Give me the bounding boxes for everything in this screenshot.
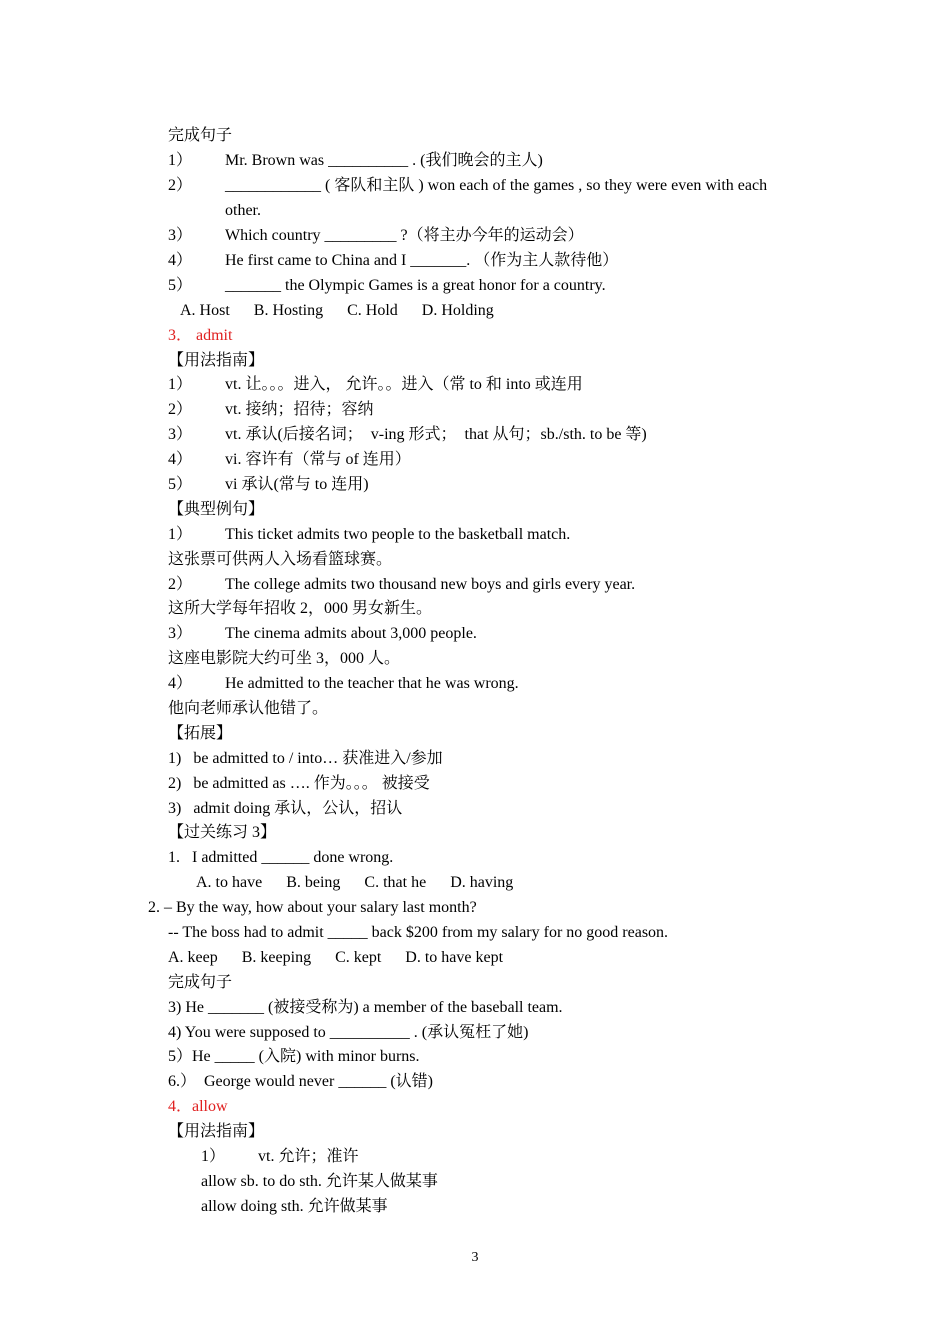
complete-sentence-4: 4) You were supposed to __________ . (承认冤枉了她) bbox=[168, 1024, 529, 1041]
usage-number: 4） bbox=[168, 451, 193, 468]
usage-heading: 【用法指南】 bbox=[168, 352, 265, 369]
usage-pattern: allow sb. to do sth. 允许某人做某事 bbox=[201, 1173, 438, 1190]
practice-question-1: 1. I admitted ______ done wrong. bbox=[168, 849, 394, 866]
practice-question-2-reply: -- The boss had to admit _____ back $200 from my salary for no good reason. bbox=[168, 924, 669, 941]
practice-options-1: A. to have B. being C. that he D. having bbox=[196, 874, 514, 891]
extend-item: 1) be admitted to / into… 获准进入/参加 bbox=[168, 750, 443, 767]
example-translation: 这所大学每年招收 2，000 男女新生。 bbox=[168, 600, 433, 617]
complete-sentences-heading: 完成句子 bbox=[168, 127, 233, 144]
example-number: 3） bbox=[168, 625, 193, 642]
complete-sentence-5: 5）He _____ (入院) with minor burns. bbox=[168, 1048, 420, 1065]
example-number: 1） bbox=[168, 526, 193, 543]
usage-heading: 【用法指南】 bbox=[168, 1123, 265, 1140]
item-number: 1） bbox=[168, 152, 193, 169]
item-number: 2） bbox=[168, 177, 193, 194]
extend-heading: 【拓展】 bbox=[168, 725, 233, 742]
usage-text: vi 承认(常与 to 连用) bbox=[225, 476, 369, 493]
extend-item: 2) be admitted as …. 作为。。。 被接受 bbox=[168, 775, 430, 792]
usage-number: 2） bbox=[168, 401, 193, 418]
usage-text: vt. 允许；准许 bbox=[258, 1148, 359, 1165]
page-number: 3 bbox=[471, 1250, 479, 1265]
example-sentence: This ticket admits two people to the basketball match. bbox=[225, 526, 571, 543]
usage-text: vt. 让。。。进入， 允许。。进入（常 to 和 into 或连用 bbox=[225, 376, 583, 393]
complete-sentence-3: 3) He _______ (被接受称为) a member of the baseball team. bbox=[168, 999, 563, 1016]
example-translation: 这座电影院大约可坐 3，000 人。 bbox=[168, 650, 401, 667]
complete-sentence-6: 6.） George would never ______ (认错) bbox=[168, 1073, 433, 1090]
usage-number: 1） bbox=[201, 1148, 226, 1165]
example-translation: 这张票可供两人入场看篮球赛。 bbox=[168, 551, 393, 568]
usage-number: 3） bbox=[168, 426, 193, 443]
usage-text: vt. 接纳；招待；容纳 bbox=[225, 401, 374, 418]
practice-options-2: A. keep B. keeping C. kept D. to have kept bbox=[168, 949, 504, 966]
section-title: 4．allow bbox=[168, 1098, 228, 1115]
usage-text: vt. 承认(后接名词； v-ing 形式； that 从句；sb./sth. to be 等) bbox=[225, 426, 647, 443]
item-text: He first came to China and I _______. （作为主人款待他） bbox=[225, 252, 619, 269]
usage-pattern: allow doing sth. 允许做某事 bbox=[201, 1198, 388, 1215]
item-text: Mr. Brown was __________ . (我们晚会的主人) bbox=[225, 152, 543, 169]
extend-item: 3) admit doing 承认，公认，招认 bbox=[168, 800, 403, 817]
item-text: ____________ ( 客队和主队 ) won each of the games , so they were even with each bbox=[225, 177, 768, 194]
example-heading: 【典型例句】 bbox=[168, 501, 265, 518]
example-sentence: He admitted to the teacher that he was wrong. bbox=[225, 675, 519, 692]
answer-options: A. Host B. Hosting C. Hold D. Holding bbox=[180, 302, 494, 319]
section-title: 3． admit bbox=[168, 327, 233, 344]
example-sentence: The cinema admits about 3,000 people. bbox=[225, 625, 477, 642]
item-number: 4） bbox=[168, 252, 193, 269]
example-number: 2） bbox=[168, 576, 193, 593]
example-translation: 他向老师承认他错了。 bbox=[168, 700, 329, 717]
example-number: 4） bbox=[168, 675, 193, 692]
practice-heading: 【过关练习 3】 bbox=[168, 824, 277, 841]
item-number: 3） bbox=[168, 227, 193, 244]
item-number: 5） bbox=[168, 277, 193, 294]
item-text-continued: other. bbox=[225, 202, 261, 219]
usage-number: 5） bbox=[168, 476, 193, 493]
item-text: Which country _________ ?（将主办今年的运动会） bbox=[225, 227, 584, 244]
usage-text: vi. 容许有（常与 of 连用） bbox=[225, 451, 411, 468]
item-text: _______ the Olympic Games is a great honor for a country. bbox=[225, 277, 606, 294]
example-sentence: The college admits two thousand new boys and girls every year. bbox=[225, 576, 636, 593]
complete-sentences-heading: 完成句子 bbox=[168, 974, 233, 991]
usage-number: 1） bbox=[168, 376, 193, 393]
practice-question-2: 2. – By the way, how about your salary last month? bbox=[148, 899, 477, 916]
